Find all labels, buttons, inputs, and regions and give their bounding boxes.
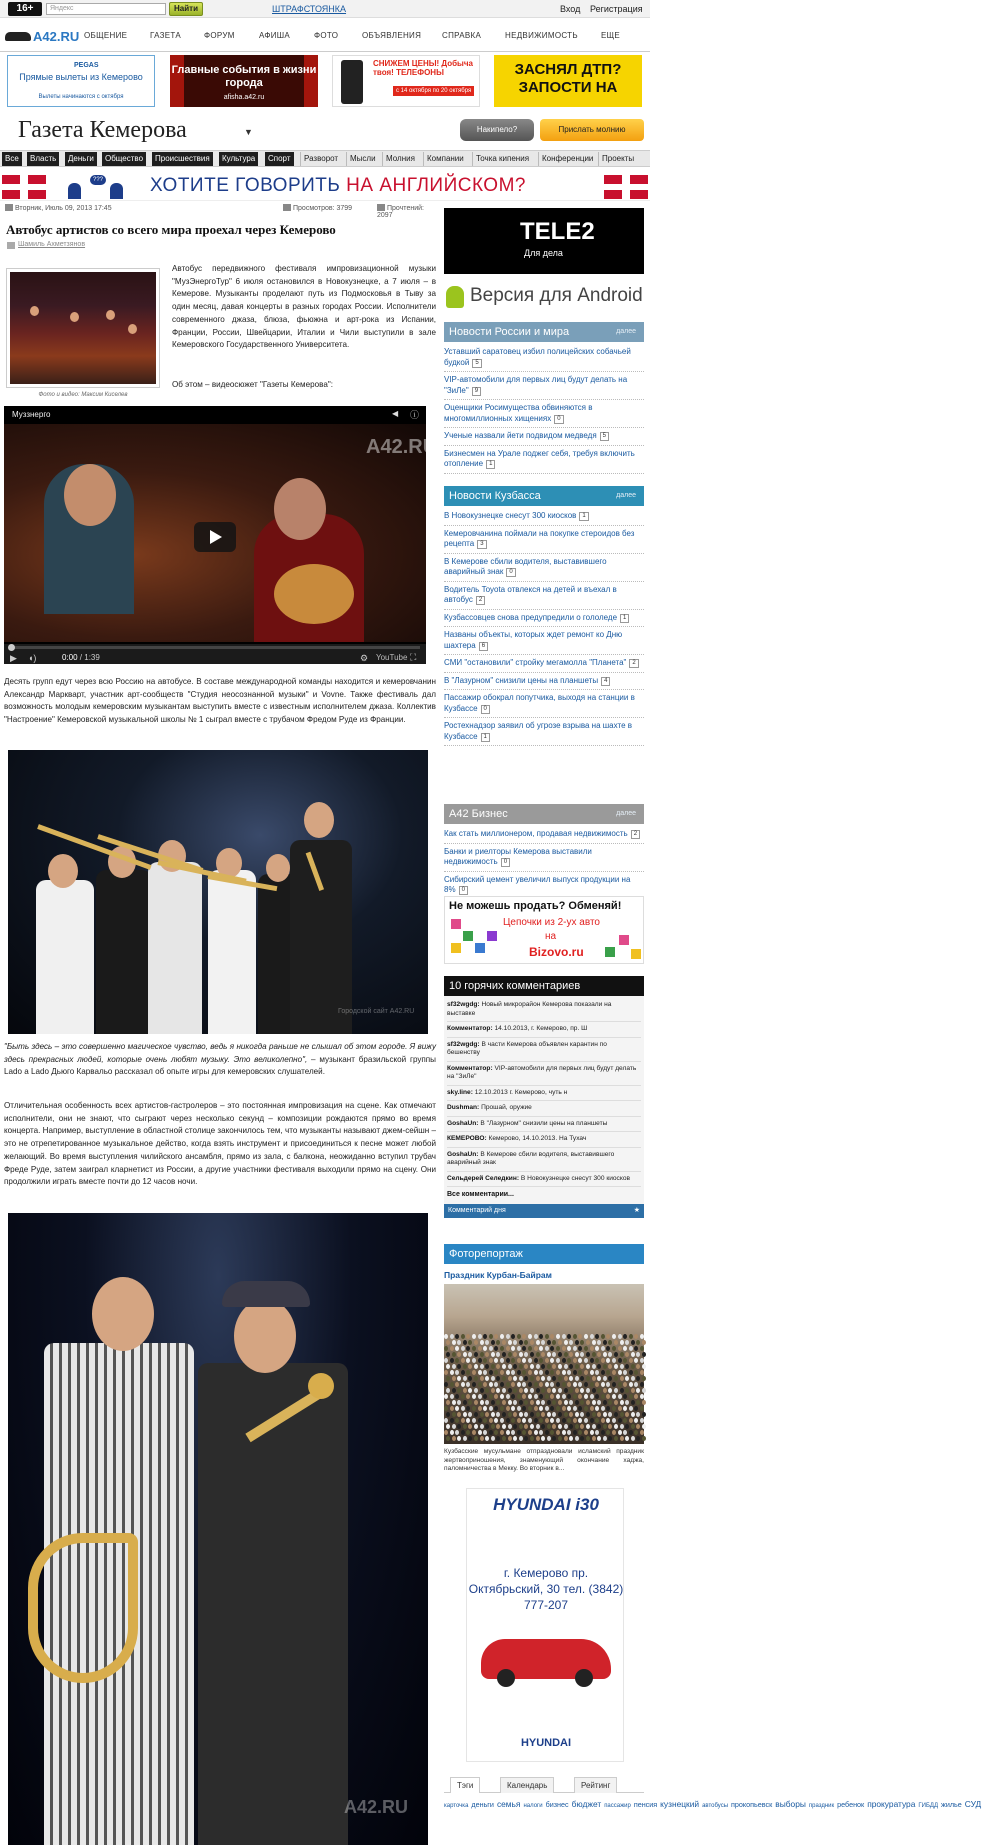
news-item <box>444 582 644 610</box>
news-link[interactable]: Кузбассовцев снова предупредили о гололеде <box>444 612 618 622</box>
news-link[interactable]: Кемеровчанина поймали на покупке стероидов без рецепта <box>444 528 635 548</box>
comment-text: Кемерово, 14.10.2013. На Тухач <box>486 1135 587 1142</box>
info-icon[interactable]: ⓘ <box>410 410 420 420</box>
rubric-money[interactable]: Деньги <box>65 152 97 166</box>
android-label: Версия для Android <box>470 285 643 306</box>
video-intro <box>172 380 436 389</box>
news-item <box>444 372 644 400</box>
tab-rating[interactable]: Рейтинг <box>574 1777 617 1793</box>
video-player[interactable] <box>4 406 438 664</box>
hot-comments <box>444 976 644 1222</box>
comment-user: КЕМЕРОВО: <box>447 1135 487 1142</box>
comment-user: GoshaUn: <box>447 1119 479 1127</box>
banner-word: на <box>545 931 557 942</box>
comment-user: Комментатор: <box>447 1025 493 1032</box>
afisha-banner[interactable] <box>170 55 318 107</box>
banner-site: Bizovo.ru <box>529 945 584 959</box>
time-current: 0:00 <box>62 653 78 662</box>
news-item <box>444 400 644 428</box>
play-icon[interactable]: ▶ <box>10 653 17 663</box>
rubric-conferences[interactable]: Конференции <box>538 152 596 166</box>
article-date: Вторник, Июль 09, 2013 17:45 <box>15 205 112 212</box>
banner-text-main: ХОТИТЕ ГОВОРИТЬ <box>150 175 347 196</box>
nav-item[interactable]: ОБЪЯВЛЕНИЯ <box>362 31 422 40</box>
video-watermark: A42.RU <box>366 436 438 458</box>
comment-row[interactable] <box>447 1172 641 1188</box>
news-link[interactable]: СМИ "остановили" стройку мегамолла "Планета" <box>444 658 627 667</box>
pegas-banner[interactable] <box>7 55 155 107</box>
sidebar-tabs <box>444 1775 644 1793</box>
photoreport-header[interactable]: Фоторепортаж <box>444 1244 644 1264</box>
comment-user: sf32wgdg: <box>447 1040 480 1048</box>
news-link[interactable]: Ростехнадзор заявил об угрозе взрыва на шахте в Кузбассе <box>444 721 633 741</box>
banner-dates: с 14 октября по 20 октября <box>393 86 474 96</box>
business-list <box>444 826 644 900</box>
progress-bar[interactable] <box>10 646 420 649</box>
reads-icon <box>377 204 385 211</box>
ad-banners <box>0 55 650 111</box>
comment-count-badge[interactable]: 9 <box>472 387 481 396</box>
photo-watermark: A42.RU <box>344 1797 409 1817</box>
news-link[interactable]: Водитель Toyota отвлекся на детей и въехал в автобус <box>444 584 617 604</box>
main-nav <box>0 22 650 52</box>
news-link[interactable]: VIP-автомобили для первых лиц будут делать на "ЗиЛе" <box>444 375 628 395</box>
speech-bubble-icon: ??? <box>90 175 106 185</box>
comment-text: В Новокузнецке снесут 300 киосков <box>519 1174 630 1182</box>
rubric-sport[interactable]: Спорт <box>265 152 294 166</box>
tag-link[interactable]: пенсия <box>633 1800 658 1809</box>
android-version-link[interactable] <box>444 282 644 310</box>
tag-link[interactable]: бюджет <box>571 1799 602 1809</box>
comment-count-badge[interactable]: 2 <box>631 830 640 839</box>
comment-text: Прошай, оружие <box>479 1104 532 1111</box>
section-title: А42 Бизнес <box>449 808 508 820</box>
news-item <box>444 844 644 872</box>
article-photo-sax-trumpet[interactable] <box>8 1213 428 1845</box>
tab-tags[interactable]: Тэги <box>450 1777 480 1793</box>
top-bar <box>0 0 650 18</box>
banner-text: ЗАСНЯЛ ДТП? ЗАПОСТИ НА <box>514 61 622 96</box>
time-total: / 1:39 <box>77 653 100 662</box>
banner-text: Прямые вылеты из Кемерово <box>19 72 143 82</box>
lead-photo[interactable] <box>6 268 160 388</box>
comment-row[interactable] <box>447 1148 641 1172</box>
nav-item[interactable]: ОБЩЕНИЕ <box>84 31 128 40</box>
comment-count-badge[interactable]: 1 <box>579 512 588 521</box>
tag-link[interactable]: семья <box>496 1799 521 1809</box>
tag-link[interactable]: выборы <box>775 1799 806 1809</box>
comment-count-badge[interactable]: 0 <box>501 858 510 867</box>
phone-icon <box>341 60 363 104</box>
rubric-incidents[interactable]: Происшествия <box>152 152 213 166</box>
photo-caption: Фото и видео: Максим Киселев <box>38 392 128 398</box>
nav-item[interactable]: ФОТО <box>314 31 339 40</box>
news-item <box>444 610 644 628</box>
site-logo[interactable] <box>5 25 80 47</box>
news-link[interactable]: Пассажир обокрал попутчика, выходя на станции в Кузбассе <box>444 693 635 713</box>
got-something-button[interactable]: Накипело? <box>460 119 534 141</box>
rubric-society[interactable]: Общество <box>102 152 146 166</box>
site-title[interactable]: Газета Кемерова <box>18 117 187 143</box>
comment-text: В Кемерове сбили водителя, выставившего аварийный знак <box>447 1150 615 1166</box>
comment-count-badge[interactable]: 1 <box>620 614 629 623</box>
tele2-slogan: Для дела <box>524 248 563 258</box>
news-item <box>444 690 644 718</box>
photoreport-image[interactable] <box>444 1284 644 1444</box>
tab-calendar[interactable]: Календарь <box>500 1777 554 1793</box>
fullscreen-icon[interactable]: ⛶ <box>410 652 417 662</box>
video-time <box>62 653 100 662</box>
nav-item[interactable]: СПРАВКА <box>442 31 482 40</box>
site-header <box>0 113 650 147</box>
dropdown-arrow-icon[interactable]: ▼ <box>244 127 253 137</box>
comment-user: sf32wgdg: <box>447 1001 480 1008</box>
person-icon <box>68 183 81 199</box>
banner-text: СНИЖЕМ ЦЕНЫ! Добыча твоя! ТЕЛЕФОНЫ <box>373 59 473 77</box>
tag-cloud <box>444 1798 982 1813</box>
dtp-banner[interactable] <box>494 55 642 107</box>
comment-row[interactable] <box>447 1117 641 1133</box>
comment-count-badge[interactable]: 5 <box>600 432 609 441</box>
comment-row[interactable] <box>447 1086 641 1102</box>
comment-count-badge[interactable]: 1 <box>486 460 495 469</box>
comment-count-badge[interactable]: 6 <box>479 642 488 651</box>
tag-link[interactable]: ГИБДД <box>918 1803 939 1809</box>
news-link[interactable]: Как стать миллионером, продавая недвижимость <box>444 829 628 838</box>
nav-item[interactable]: АФИША <box>259 31 291 40</box>
comment-row[interactable] <box>447 1062 641 1086</box>
comment-user: Dushman: <box>447 1104 480 1111</box>
search-button[interactable]: Найти <box>169 2 203 16</box>
login-link[interactable]: Вход <box>560 4 581 14</box>
tag-link[interactable]: прокуратура <box>867 1799 916 1809</box>
tag-link[interactable]: пассажир <box>604 1803 631 1809</box>
hot-comments-list <box>444 996 644 1204</box>
uk-flag-icon <box>604 175 648 199</box>
nav-item[interactable]: ФОРУМ <box>204 31 235 40</box>
more-link[interactable]: далее <box>616 328 636 335</box>
all-comments-link[interactable]: Все комментарии... <box>447 1191 514 1198</box>
news-item <box>444 526 644 554</box>
section-title: Новости России и мира <box>449 326 570 338</box>
banner-note: Вылеты начинаются с октября <box>38 94 124 100</box>
fines-link[interactable]: ШТРАФСТОЯНКА <box>272 4 347 14</box>
article-paragraph: Отличительная особенность всех артистов-гастролеров – это постоянная импровизация на сцене. Как отмечают исполнители, они не знают, что сыграют через несколько секунд – композиции рождаются прямо во время концерта. Например, выступление в областной столице закончилось тем, что музыканты называют джем-сейшн – это не отрепетированное музыкальное действо, когда взять инструмент и присоединиться к песне может любой желающий. Во время выступления чилийского ансамбля, прямо из зала, с балкона, неожиданно вступил трубач Фреде Руде, затем заиграл кларнетист из России, а другие участники фестиваля выходили прямо на сцену. Они продолжили играть вместе почти до 12 часов ночи. <box>4 1101 436 1187</box>
logo-text: A42.RU <box>33 29 80 44</box>
phones-banner[interactable] <box>332 55 480 107</box>
news-link[interactable]: Ученые назвали йети подвидом медведя <box>444 431 597 440</box>
news-item <box>444 446 644 474</box>
volume-icon[interactable]: ◖) <box>28 653 37 663</box>
tele2-banner[interactable] <box>444 208 644 274</box>
article-meta <box>5 204 433 219</box>
news-link[interactable]: В "Лазурном" снизили цены на планшеты <box>444 675 599 685</box>
comment-count-badge[interactable]: 2 <box>629 659 638 668</box>
comment-count-badge[interactable]: 0 <box>481 705 490 714</box>
section-title: Новости Кузбасса <box>449 490 541 502</box>
banner-text-red: НА АНГЛИЙСКОМ? <box>346 175 526 196</box>
settings-icon[interactable]: ⚙ <box>360 653 369 663</box>
rubric-thoughts[interactable]: Мысли <box>346 152 379 166</box>
kuzbass-news-list <box>444 508 644 746</box>
star-icon[interactable]: ★ <box>633 1207 640 1214</box>
photoreport-caption: Кузбасские мусульмане отпраздновали исламский праздник жертвоприношения, знаменующий окончание хаджа, паломничества в Мекку. Во вторник в... <box>444 1448 644 1472</box>
banner-brand: PEGAS <box>74 62 99 69</box>
article-lead: Автобус передвижного фестиваля импровизационной музыки "МузЭнергоТур" 6 июля остановился в Новокузнецке, а 7 июля – в Кемерове. Музыканты проделают путь из Подмосковья в Тыву за один месяц, давая концерты в разных городах России. Исполнители современного джаза, блюза, фьюжна и арт-рока из Испании, Франции, России, Швейцарии, Италии и Чили выступили в зале Кемеровского Государственного Университета. <box>172 264 436 350</box>
news-item <box>444 673 644 691</box>
progress-handle[interactable] <box>8 644 15 651</box>
bizovo-banner[interactable] <box>444 896 644 964</box>
person-icon <box>110 183 123 199</box>
article-quote <box>4 1041 436 1079</box>
youtube-logo[interactable]: YouTube <box>376 653 408 662</box>
comment-count-badge[interactable]: 2 <box>476 596 485 605</box>
banner-subline: Цепочки из 2-ух авто <box>503 917 600 928</box>
quote-attribution: – музыкант бразильской группы Lado a Lado Дьюго Карвальо рассказал об опыте игры для кемеровских слушателей. <box>4 1054 437 1077</box>
car-icon <box>5 32 31 41</box>
hyundai-model: HYUNDAI i30 <box>493 1495 599 1514</box>
news-item <box>444 718 644 746</box>
comment-text: Новый микрорайон Кемерова показали на выставке <box>447 1001 612 1017</box>
tele2-brand: TELE2 <box>520 218 595 245</box>
rubric-boiling-point[interactable]: Точка кипения <box>472 152 532 166</box>
nav-item[interactable]: НЕДВИЖИМОСТЬ <box>505 31 578 40</box>
article-photo-brass[interactable] <box>8 750 428 1034</box>
comment-row[interactable] <box>447 1038 641 1062</box>
news-item <box>444 344 644 372</box>
comment-count-badge[interactable]: 0 <box>506 568 515 577</box>
news-item <box>444 826 644 844</box>
comment-count-badge[interactable]: 4 <box>601 677 610 686</box>
tag-link[interactable]: деньги <box>471 1800 494 1809</box>
comment-user: GoshaUn: <box>447 1150 479 1158</box>
comment-row[interactable] <box>447 1022 641 1038</box>
play-button[interactable] <box>194 522 236 552</box>
banner-headline: Не можешь продать? Обменяй! <box>449 900 622 912</box>
news-item <box>444 554 644 582</box>
tag-link[interactable]: прокопьевск <box>731 1800 773 1809</box>
english-course-banner[interactable] <box>0 173 650 201</box>
rubric-all[interactable]: Все <box>2 152 22 166</box>
hyundai-address: г. Кемерово пр. Октябрьский, 30 тел. (3842) 777-207 <box>468 1566 624 1612</box>
tag-link[interactable]: праздник <box>808 1803 835 1809</box>
comment-text: В части Кемерова объявлен карантин по бешенству <box>447 1040 607 1056</box>
video-controls <box>4 644 426 664</box>
banner-text <box>150 175 526 197</box>
rubric-power[interactable]: Власть <box>27 152 59 166</box>
comment-count-badge[interactable]: 1 <box>481 733 490 742</box>
rubric-companies[interactable]: Компании <box>423 152 467 166</box>
hyundai-brand: HYUNDAI <box>520 1737 572 1749</box>
news-link[interactable]: Названы объекты, которых ждет ремонт ко Дню шахтера <box>444 630 623 650</box>
tag-link[interactable]: ребенок <box>837 1800 865 1809</box>
news-item <box>444 627 644 655</box>
people-icon <box>66 175 142 199</box>
hyundai-banner[interactable] <box>466 1488 624 1762</box>
comment-of-day-label: Комментарий дня <box>448 1207 506 1214</box>
article-title: Автобус артистов со всего мира проехал через Кемерово <box>6 222 336 237</box>
comment-text: В "Лазурном" снизили цены на планшеты <box>478 1119 608 1127</box>
news-link[interactable]: Бизнесмен на Урале поджег себя, требуя включить отопление <box>444 448 635 468</box>
age-rating-badge: 16+ <box>8 2 42 16</box>
photo-watermark: Городской сайт A42.RU <box>338 1008 415 1015</box>
hot-comments-title: 10 горячих комментариев <box>444 976 644 996</box>
tag-link[interactable]: автобусы <box>702 1803 729 1809</box>
news-item <box>444 508 644 526</box>
comment-count-badge[interactable]: 3 <box>477 540 486 549</box>
news-link[interactable]: Оценщики Росимущества обвиняются в многомиллионных хищениях <box>444 403 593 423</box>
comment-user: Комментатор: <box>447 1064 493 1072</box>
more-link[interactable]: далее <box>616 810 636 817</box>
uk-flag-icon <box>2 175 46 199</box>
banner-text: Главные события в жизни города <box>171 64 317 89</box>
news-link[interactable]: В Кемерове сбили водителя, выставившего аварийный знак <box>444 556 607 576</box>
news-item <box>444 655 644 673</box>
share-icon[interactable]: ◀ <box>392 409 399 418</box>
russia-news-header[interactable] <box>444 322 644 342</box>
tag-link[interactable]: карточка <box>444 1803 469 1809</box>
news-link[interactable]: Уставший саратовец избил полицейских собачьей будкой <box>444 347 631 367</box>
comment-count-badge[interactable]: 0 <box>459 886 468 895</box>
rubric-lightning[interactable]: Молния <box>382 152 418 166</box>
tag-link[interactable]: жилье <box>941 1800 962 1809</box>
comment-of-day-bar[interactable] <box>444 1204 644 1218</box>
comment-text: 14.10.2013, г. Кемерово, пр. Ш <box>492 1025 588 1032</box>
android-icon <box>446 286 464 308</box>
comment-user: sky.line: <box>447 1088 473 1096</box>
russia-news-list <box>444 344 644 474</box>
more-link[interactable]: далее <box>616 492 636 499</box>
tag-link[interactable]: бизнес <box>545 1800 569 1809</box>
tag-link[interactable]: налоги <box>523 1803 543 1809</box>
calendar-icon <box>5 204 13 211</box>
quote-text: "Быть здесь – это совершенно магическое чувство, ведь я никогда раньше не слышал об этом городе. Я вижу здесь прекрасных людей, которые очень любят музыку. Это великолепно", <box>4 1042 436 1064</box>
register-link[interactable]: Регистрация <box>590 4 643 14</box>
tag-link[interactable]: кузнецкий <box>660 1799 700 1809</box>
comment-row[interactable] <box>447 998 641 1022</box>
rubric-spread[interactable]: Разворот <box>300 152 341 166</box>
comment-count-badge[interactable]: 0 <box>554 415 563 424</box>
comment-text: 12.10.2013 г. Кемерово, чуть н <box>472 1088 568 1096</box>
article-paragraph: Десять групп едут через всю Россию на автобусе. В составе международной команды находится и кемеровчанин Александр Маркварт, участник арт-сообществ "Студия неосознанной музыки" и Vovne. Также фестиваль дал возможность молодым кемеровским музыкантам выступить вместе с известным исполнителем джаза. Коллектив "Настроение" Кемеровской музыкальной школы № 1 сыграл вместе с трубачом Фредом Руде из Франции. <box>4 677 436 725</box>
news-link[interactable]: Сибирский цемент увеличил выпуск продукции на 8% <box>444 874 631 894</box>
rubrics-bar <box>0 150 650 167</box>
tag-link[interactable]: СУД <box>964 1799 982 1809</box>
rubric-projects[interactable]: Проекты <box>598 152 637 166</box>
nav-item[interactable]: ГАЗЕТА <box>150 31 181 40</box>
news-item <box>444 428 644 446</box>
views-count: Просмотров: 3799 <box>293 205 353 212</box>
reads-count: Прочтений: 2097 <box>377 205 424 219</box>
comment-count-badge[interactable]: 5 <box>472 359 481 368</box>
nav-item[interactable]: ЕЩЕ <box>601 31 621 40</box>
user-icon <box>7 242 15 249</box>
news-link[interactable]: Банки и риелторы Кемерова выставили недвижимость <box>444 846 592 866</box>
search-input[interactable]: Яндекс <box>46 3 166 15</box>
comment-row[interactable] <box>447 1132 641 1148</box>
rubric-culture[interactable]: Культура <box>219 152 258 166</box>
photoreport-title[interactable]: Праздник Курбан-Байрам <box>444 1270 552 1280</box>
eye-icon <box>283 204 291 211</box>
comment-user: Сельдерей Селедкин: <box>447 1174 520 1182</box>
banner-url: afisha.a42.ru <box>223 94 265 101</box>
kuzbass-news-header[interactable] <box>444 486 644 506</box>
comment-text: VIP-автомобили для первых лиц будут делать на "ЗиЛе" <box>447 1064 637 1080</box>
comment-row[interactable] <box>447 1101 641 1117</box>
author-link[interactable]: Шамиль Ахметзянов <box>18 241 86 248</box>
video-title[interactable]: Муззнерго <box>12 410 51 419</box>
business-header[interactable] <box>444 804 644 824</box>
video-intro-text: Об этом – видеосюжет "Газеты Кемерова": <box>172 380 333 389</box>
send-lightning-button[interactable]: Прислать молнию <box>540 119 644 141</box>
news-link[interactable]: В Новокузнецке снесут 300 киосков <box>444 511 577 520</box>
